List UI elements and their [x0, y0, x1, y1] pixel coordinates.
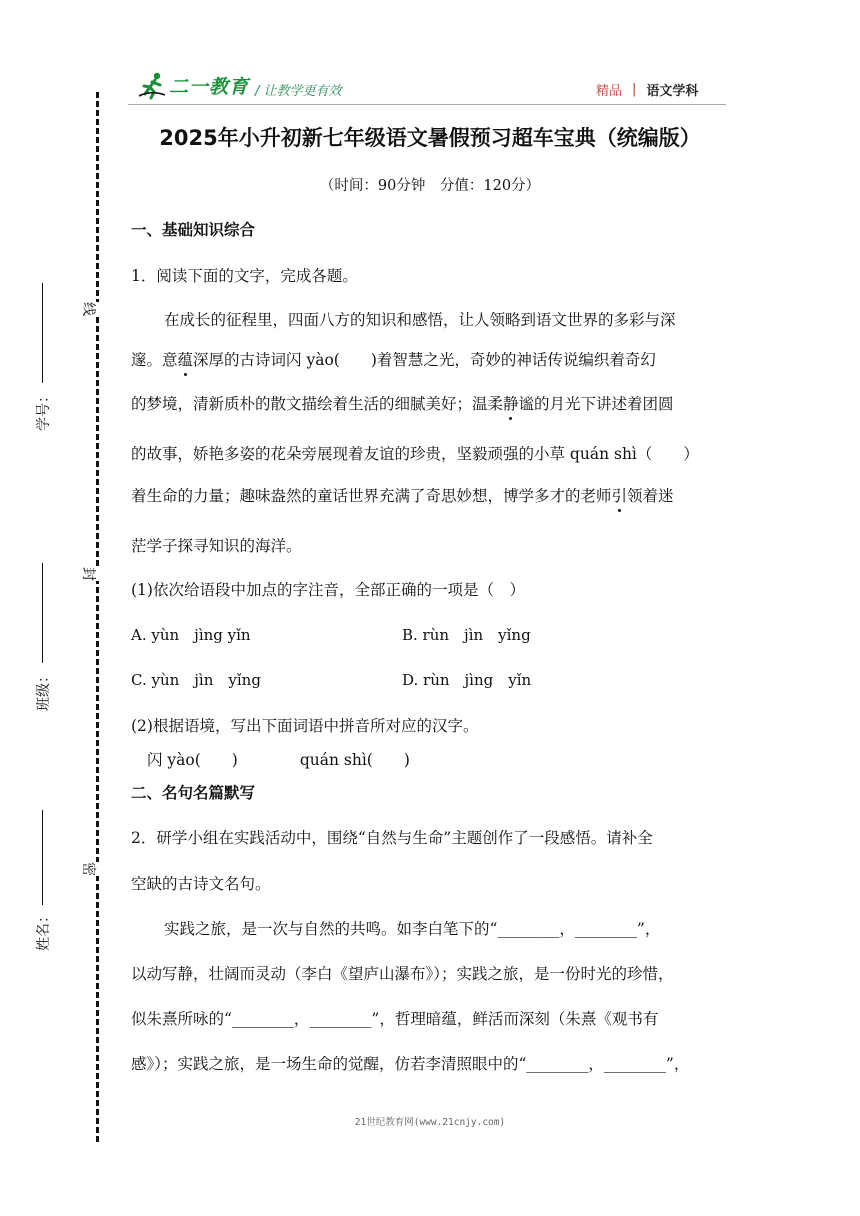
student-id-label: 学号： [36, 389, 52, 431]
passage-line: 的故事，娇艳多姿的花朵旁展现着友谊的珍贵，坚毅顽强的小草 quán shì（ ） [131, 445, 699, 463]
binding-char-mi: 密 [76, 862, 102, 876]
quality-label: 精品 [596, 84, 623, 99]
question-1-sub-1: (1)依次给语段中加点的字注音，全部正确的一项是（ ） [131, 581, 525, 599]
question-1-sub-2: (2)根据语境，写出下面词语中拼音所对应的汉字。 [131, 717, 479, 735]
option-a[interactable]: A. yùn jìng yǐn [131, 626, 251, 644]
text-run: 领着迷 [627, 487, 674, 505]
subject-label: 语文学科 [646, 84, 699, 99]
student-id-line [42, 283, 43, 383]
text-run: 着生命的力量；趣味盎然的童话世界充满了奇思妙想，博学多才的老师 [131, 487, 612, 505]
text-run: 的梦境，清新质朴的散文描绘着生活的细腻美好；温柔 [131, 395, 504, 413]
dotted-char: 引 [612, 484, 628, 506]
logo [137, 70, 249, 100]
passage-line [131, 348, 656, 370]
header-tag [596, 80, 698, 99]
question-2-line[interactable]: 感》）；实践之旅，是一场生命的觉醒，仿若李清照眼中的“________，________”， [131, 1055, 690, 1073]
name-line [42, 810, 43, 905]
dotted-char: 蕴 [178, 348, 194, 370]
option-d[interactable]: D. rùn jìng yǐn [402, 671, 532, 689]
binding-char-xian: 线 [76, 302, 102, 316]
question-1-sub-2-blanks[interactable]: 闪 yào( ) quán shì( ) [147, 751, 410, 769]
passage-line [131, 484, 674, 506]
question-2-line: 空缺的古诗文名句。 [131, 875, 271, 893]
question-2-line[interactable]: 实践之旅，是一次与自然的共鸣。如李白笔下的“________，________”， [164, 920, 661, 938]
binding-dashed-line [96, 92, 99, 1142]
page-title: 2025年小升初新七年级语文暑假预习超车宝典（统编版） [159, 126, 701, 150]
question-2-line: 2．研学小组在实践活动中，围绕“自然与生命”主题创作了一段感悟。请补全 [131, 829, 653, 847]
option-c[interactable]: C. yùn jìn yǐng [131, 671, 261, 689]
section-heading-2: 二、名句名篇默写 [131, 784, 256, 802]
name-label: 姓名： [36, 909, 52, 951]
question-2-line[interactable]: 似朱熹所咏的“________，________”，哲理暗蕴，鲜活而深刻（朱熹《观书有 [131, 1010, 659, 1028]
passage-line: 茫学子探寻知识的海洋。 [131, 537, 302, 555]
passage-line: 在成长的征程里，四面八方的知识和感悟，让人领略到语文世界的多彩与深 [164, 311, 676, 329]
binding-char-feng: 封 [76, 567, 102, 581]
text-run: 邃。意 [131, 351, 178, 369]
section-heading-1: 一、基础知识综合 [131, 221, 256, 239]
question-2-line: 以动写静，壮阔而灵动（李白《望庐山瀑布》）；实践之旅，是一份时光的珍惜， [131, 965, 674, 983]
slogan: / 让教学更有效 [255, 84, 342, 99]
text-run: 深厚的古诗词闪 yào( )着智慧之光，奇妙的神话传说编织着奇幻 [193, 351, 656, 369]
text-run: 谧的月光下讲述着团圆 [518, 395, 674, 413]
question-1-stem: 1．阅读下面的文字，完成各题。 [131, 267, 358, 285]
class-line [42, 563, 43, 663]
header-rule [128, 104, 726, 105]
runner-icon [137, 70, 167, 100]
class-label: 班级： [36, 669, 52, 711]
logo-text: 二一教育 [169, 75, 250, 98]
dotted-char: 静 [503, 392, 519, 414]
footer-source: 21世纪教育网(www.21cnjy.com) [354, 1117, 506, 1128]
passage-line [131, 392, 674, 414]
tag-divider: | [632, 82, 637, 97]
option-b[interactable]: B. rùn jìn yǐng [402, 626, 531, 644]
exam-info: （时间：90分钟 分值：120分） [319, 178, 541, 194]
